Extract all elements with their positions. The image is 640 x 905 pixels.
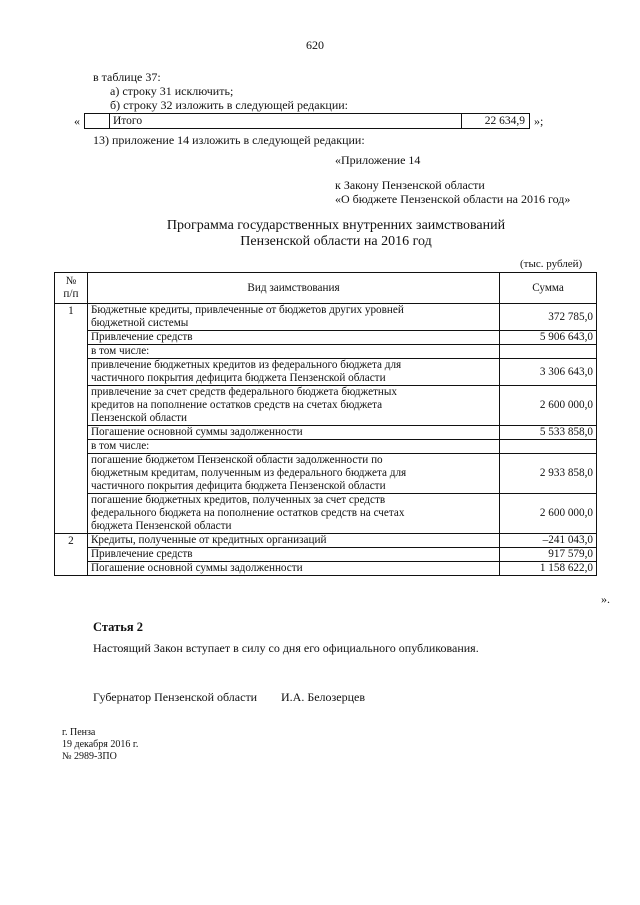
- footer-city: г. Пенза: [62, 727, 96, 738]
- row-label: [87, 359, 499, 386]
- table-row: [55, 548, 597, 562]
- row-label-line: Привлечение средств: [90, 331, 193, 343]
- table-row: [55, 562, 597, 576]
- row-label-line: погашение бюджетом Пензенской области задолженности по: [90, 454, 383, 466]
- row-label-line: бюджета Пензенской области: [90, 520, 232, 532]
- row-label: [87, 534, 499, 548]
- row-label-line: погашение бюджетных кредитов, полученных за счет средств: [90, 494, 386, 506]
- row-label-line: в том числе:: [90, 345, 150, 357]
- row-sum: 3 306 643,0: [500, 359, 597, 386]
- row-label: [87, 548, 499, 562]
- itogo-value-cell: [461, 114, 529, 128]
- borrowing-table: [54, 272, 597, 576]
- row-label-line: в том числе:: [90, 440, 150, 452]
- row-label-line: бюджетным кредитам, полученным из федерального бюджета для: [90, 467, 407, 479]
- table-row: [55, 386, 597, 426]
- row-sum: –241 043,0: [500, 534, 597, 548]
- row-num-1: 1: [55, 304, 88, 534]
- row-label-line: Бюджетные кредиты, привлеченные от бюджетов других уровней: [90, 304, 404, 316]
- header-sum: Сумма: [500, 273, 597, 304]
- row-label-line: привлечение бюджетных кредитов из федерального бюджета для: [90, 359, 402, 371]
- appendix-line-2: к Закону Пензенской области: [335, 178, 485, 192]
- table-row: [55, 440, 597, 454]
- row-sum: [500, 440, 597, 454]
- row-label: [87, 426, 499, 440]
- row-num-2: 2: [55, 534, 88, 576]
- itogo-close-quote: »;: [534, 114, 544, 128]
- itogo-value: 22 634,9: [484, 115, 525, 127]
- row-label-line: привлечение за счет средств федерального бюджета бюджетных: [90, 386, 398, 398]
- itogo-label-cell: [109, 114, 462, 128]
- row-label: [87, 562, 499, 576]
- row-sum: 372 785,0: [500, 304, 597, 331]
- table-row: [55, 454, 597, 494]
- row-sum: 2 600 000,0: [500, 494, 597, 534]
- row-label: [87, 454, 499, 494]
- header-num: [55, 273, 88, 304]
- footer-date: 19 декабря 2016 г.: [62, 739, 139, 750]
- row-sum: [500, 345, 597, 359]
- table-row: [55, 345, 597, 359]
- table-close-quote: ».: [601, 592, 610, 606]
- row-label: [87, 440, 499, 454]
- article-heading: Статья 2: [93, 620, 143, 634]
- appendix-line-3: «О бюджете Пензенской области на 2016 год»: [335, 192, 571, 206]
- row-label-line: Кредиты, полученные от кредитных организаций: [90, 534, 327, 546]
- header-type: Вид заимствования: [87, 273, 499, 304]
- row-label: [87, 494, 499, 534]
- itogo-num-cell: [85, 114, 110, 128]
- row-label: [87, 331, 499, 345]
- table-row: [55, 359, 597, 386]
- item-a: а) строку 31 исключить;: [110, 84, 234, 98]
- page-number: 620: [306, 38, 324, 52]
- row-label: [87, 386, 499, 426]
- row-label-line: частичного покрытия дефицита бюджета Пензенской области: [90, 480, 386, 492]
- row-label-line: Пензенской области: [90, 412, 187, 424]
- row-label: [87, 304, 499, 331]
- footer-number: № 2989-ЗПО: [62, 751, 117, 762]
- row-label-line: кредитов на пополнение остатков средств на счетах бюджета: [90, 399, 383, 411]
- row-label-line: Погашение основной суммы задолженности: [90, 562, 303, 574]
- row-label-line: Погашение основной суммы задолженности: [90, 426, 303, 438]
- table37-intro: в таблице 37:: [93, 70, 161, 84]
- itogo-table: [84, 113, 530, 129]
- table-row: [55, 304, 597, 331]
- row-sum: 2 600 000,0: [500, 386, 597, 426]
- item-13: 13) приложение 14 изложить в следующей редакции:: [93, 133, 365, 147]
- row-label: [87, 345, 499, 359]
- units-label: (тыс. рублей): [520, 258, 583, 270]
- table-row: [55, 331, 597, 345]
- signature-position: Губернатор Пензенской области: [93, 690, 258, 704]
- itogo-label: Итого: [113, 115, 143, 127]
- row-label-line: Привлечение средств: [90, 548, 193, 560]
- itogo-open-quote: «: [74, 114, 80, 128]
- row-sum: 5 533 858,0: [500, 426, 597, 440]
- title-line-2: Пензенской области на 2016 год: [240, 234, 432, 249]
- header-num-line2: п/п: [63, 288, 79, 300]
- row-sum: 917 579,0: [500, 548, 597, 562]
- table-row: [55, 494, 597, 534]
- row-label-line: частичного покрытия дефицита бюджета Пензенской области: [90, 372, 386, 384]
- row-label-line: бюджетной системы: [90, 317, 189, 329]
- row-label-line: федерального бюджета на пополнение остатков средств на счетах: [90, 507, 405, 519]
- header-num-line1: №: [65, 275, 77, 287]
- title-line-1: Программа государственных внутренних заимствований: [166, 218, 506, 233]
- row-sum: 2 933 858,0: [500, 454, 597, 494]
- item-b: б) строку 32 изложить в следующей редакции:: [110, 98, 348, 112]
- table-row: [55, 426, 597, 440]
- article-text: Настоящий Закон вступает в силу со дня его официального опубликования.: [93, 641, 479, 655]
- row-sum: 5 906 643,0: [500, 331, 597, 345]
- appendix-line-1: «Приложение 14: [335, 153, 421, 167]
- row-sum: 1 158 622,0: [500, 562, 597, 576]
- table-row: [55, 534, 597, 548]
- signature-name: И.А. Белозерцев: [281, 690, 366, 704]
- table-header-row: [55, 273, 597, 304]
